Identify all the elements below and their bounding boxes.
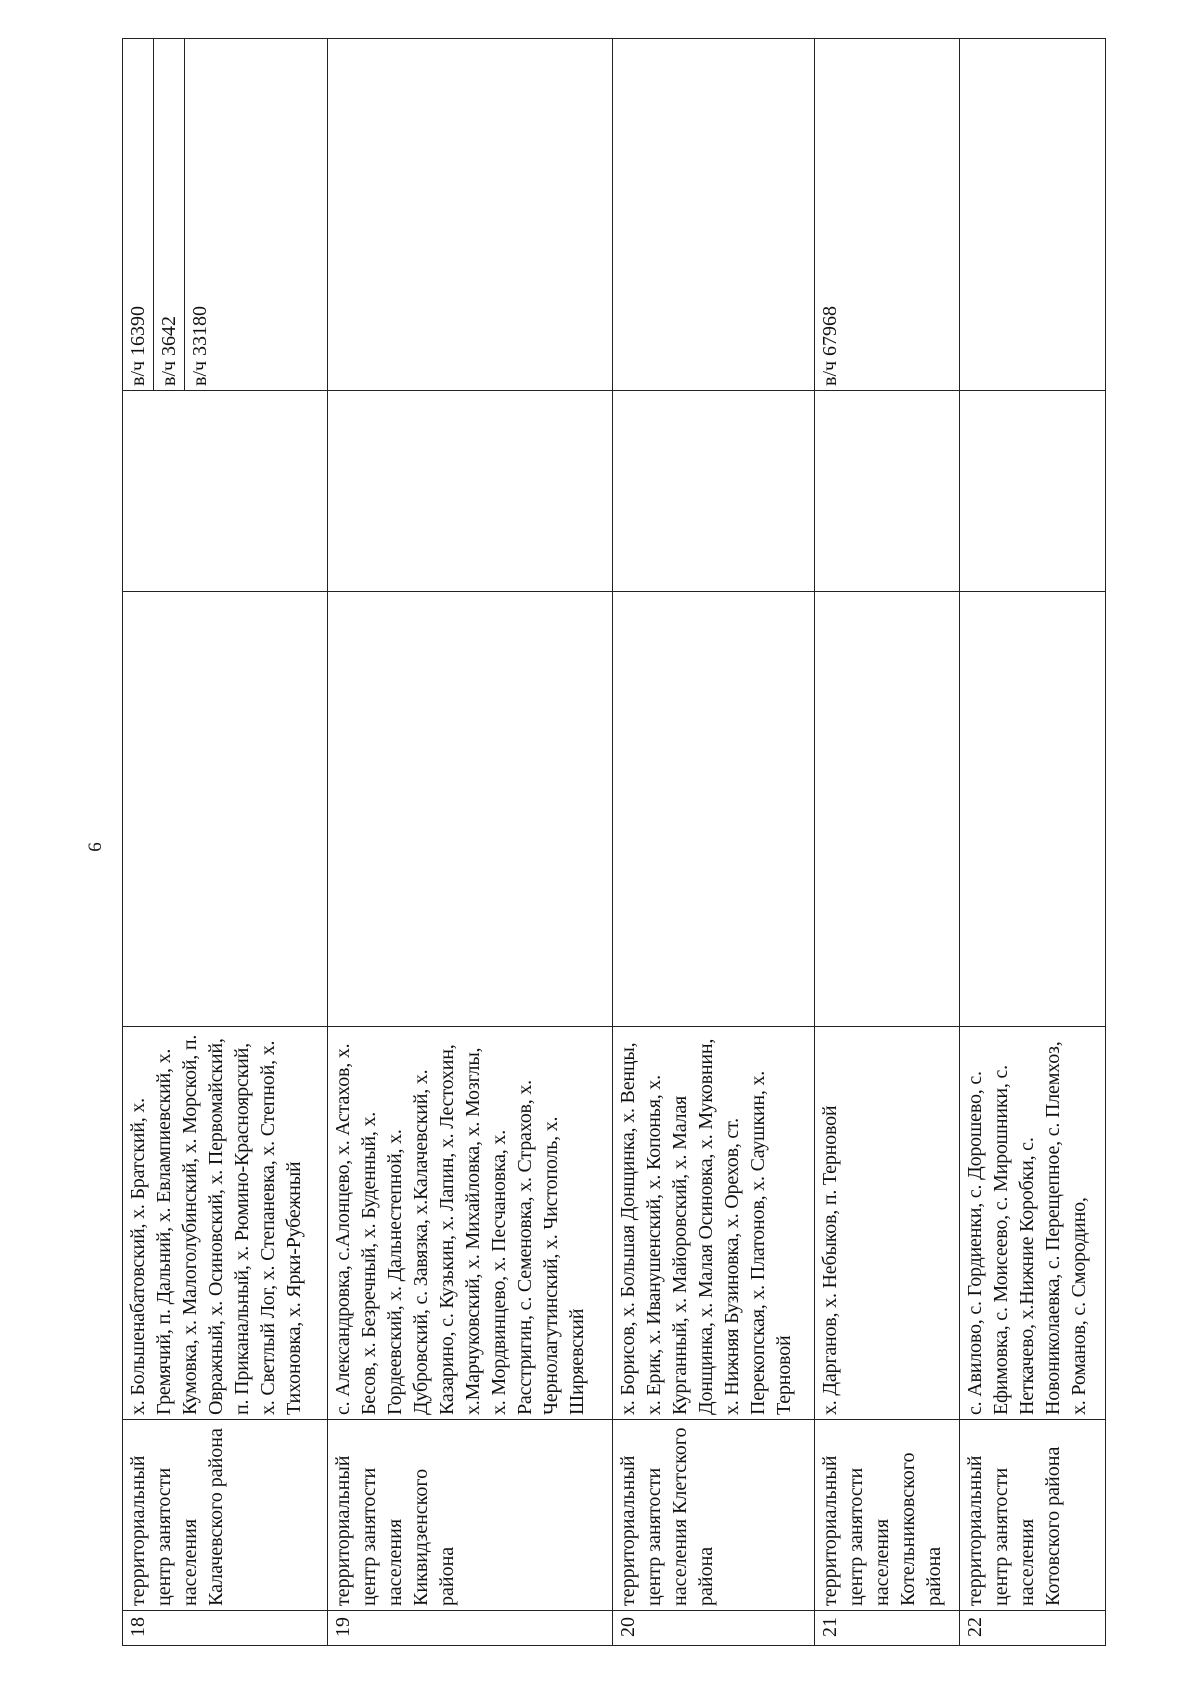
empty-cell: [613, 592, 815, 1027]
settlements-cell: х. Борисов, х. Большая Донщинка, х. Венцы, х. Ерик, х. Иванушенский, х. Копонья, х. Курганный, х. Майоровский, х. Малая Донщинка, х. Малая Осиновка, х. Муковнин, х. Нижняя Бузиновка, х. Орехов, ст. Перекопская, х. Платонов, х. Саушкин, х. Терновой: [613, 1027, 815, 1420]
row-number: 19: [327, 1611, 613, 1646]
military-units-cell: [327, 39, 613, 391]
military-units-cell: [814, 39, 960, 391]
empty-cell: [814, 592, 960, 1027]
empty-cell: [613, 391, 815, 592]
settlements-cell: х. Дарганов, х. Небыков, п. Терновой: [814, 1027, 960, 1420]
organization-cell: территориальный центр занятости населения Котельниковского района: [814, 1420, 960, 1611]
military-units-cell: [613, 39, 815, 391]
row-number: 20: [613, 1611, 815, 1646]
settlements-cell: с. Александровка, с.Алонцево, х. Астахов, х. Бесов, х. Безречный, х. Буденный, х. Гордеевский, х. Дальнестепной, х. Дубровский, с. Завязка, х.Калачевский, х. Казарино, с. Кузькин, х. Лапин, х. Лестохин, х.Марчуковский, х. Михайловка, х. Мозглы, х. Мордвинцево, х. Песчановка, х. Расстригин, с. Семеновка, х. Страхов, х. Чернолагутинский, х. Чистополь, х. Ширяевский: [327, 1027, 613, 1420]
empty-cell: [327, 592, 613, 1027]
document-table-wrapper: [122, 38, 1106, 1646]
empty-cell: [123, 391, 328, 592]
organization-cell: территориальный центр занятости населения Клетского района: [613, 1420, 815, 1611]
row-number: 22: [960, 1611, 1106, 1646]
military-unit: в/ч 16390: [123, 39, 154, 390]
table-row: [613, 39, 815, 1646]
organization-cell: территориальный центр занятости населения Калачевского района: [123, 1420, 328, 1611]
page-number: 6: [85, 842, 106, 852]
military-units-cell: [123, 39, 328, 391]
table-row: [814, 39, 960, 1646]
row-number: 21: [814, 1611, 960, 1646]
table-row: [123, 39, 328, 1646]
settlements-cell: х. Большенабатовский, х. Братский, х. Гремячий, п. Дальний, х. Евлампиевский, х. Кумовка, х. Малоголубинский, х. Морской, п. Овражный, х. Осиновский, х. Первомайский, п. Приканальный, х. Рюмино-Красноярский, х. Светлый Лог, х. Степаневка, х. Степной, х. Тихоновка, х. Ярки-Рубежный: [123, 1027, 328, 1420]
table-row: [327, 39, 613, 1646]
empty-cell: [327, 391, 613, 592]
empty-cell: [123, 592, 328, 1027]
table-row: [960, 39, 1106, 1646]
organization-cell: территориальный центр занятости населения Киквидзенского района: [327, 1420, 613, 1611]
settlements-cell: с. Авилово, с. Гордиенки, с. Дорошево, с. Ефимовка, с. Моисеево, с. Мирошники, с. Неткачево, х.Нижние Коробки, с. Новониколаевка, с. Перещепное, с. Племхоз, х. Романов, с. Смородино,: [960, 1027, 1106, 1420]
employment-centers-table: [122, 38, 1106, 1646]
organization-cell: территориальный центр занятости населения Котовского района: [960, 1420, 1106, 1611]
military-units-cell: [960, 39, 1106, 391]
empty-cell: [960, 391, 1106, 592]
military-unit: в/ч 33180: [189, 305, 211, 386]
military-unit: в/ч 67968: [818, 305, 841, 386]
empty-cell: [814, 391, 960, 592]
empty-cell: [960, 592, 1106, 1027]
military-unit: в/ч 3642: [154, 39, 185, 390]
row-number: 18: [123, 1611, 328, 1646]
